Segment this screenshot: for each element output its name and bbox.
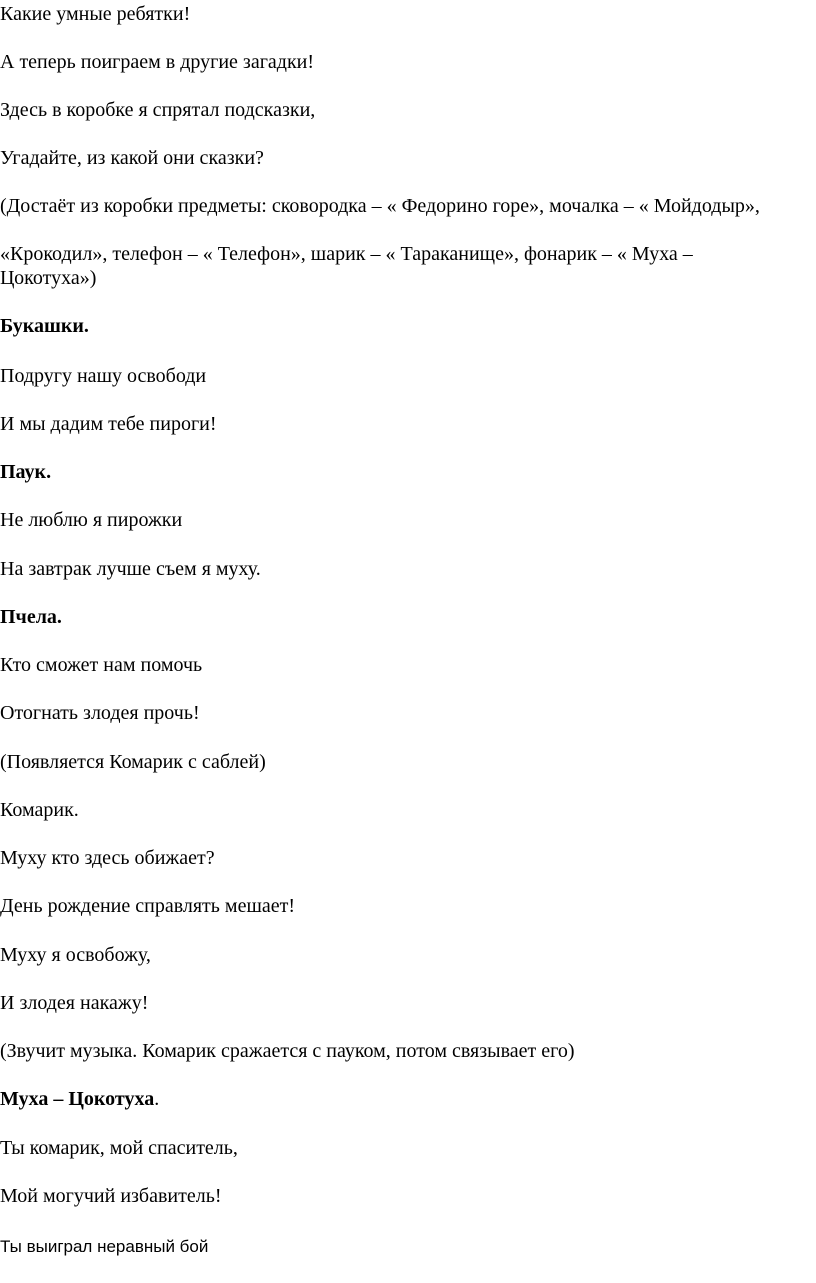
text-line: На завтрак лучше съем я муху. xyxy=(0,558,261,580)
text-line: (Появляется Комарик с саблей) xyxy=(0,751,266,773)
text-line: Мой могучий избавитель! xyxy=(0,1185,222,1207)
speaker-name: Муха – Цокотуха. xyxy=(0,1088,160,1110)
text-line: Муху кто здесь обижает? xyxy=(0,847,215,869)
speaker-name: Букашки. xyxy=(0,315,89,337)
text-line: Кто сможет нам помочь xyxy=(0,654,203,676)
speaker-name: Пчела. xyxy=(0,606,62,628)
text-line: Подругу нашу освободи xyxy=(0,365,207,387)
text-line: «Крокодил», телефон – « Телефон», шарик – « Тараканище», фонарик – « Муха – Цокотуха») xyxy=(0,243,693,289)
text-line: Отогнать злодея прочь! xyxy=(0,702,200,724)
text-line: Не люблю я пирожки xyxy=(0,509,183,531)
text-line: Какие умные ребятки! xyxy=(0,3,191,25)
speaker-name: Паук. xyxy=(0,461,52,483)
text-line: Ты комарик, мой спаситель, xyxy=(0,1137,238,1159)
text-line: А теперь поиграем в другие загадки! xyxy=(0,51,315,73)
text-line: (Достаёт из коробки предметы: сковородка – « Федорино горе», мочалка – « Мойдодыр», xyxy=(0,195,760,217)
text-line: Угадайте, из какой они сказки? xyxy=(0,147,264,169)
text-line: И злодея накажу! xyxy=(0,992,149,1014)
text-line: Муху я освобожу, xyxy=(0,944,151,966)
speaker-name: Комарик. xyxy=(0,799,79,821)
text-line: День рождение справлять мешает! xyxy=(0,895,296,917)
text-line: Ты выиграл неравный бой xyxy=(0,1237,209,1256)
text-line: Здесь в коробке я спрятал подсказки, xyxy=(0,99,316,121)
text-line: И мы дадим тебе пироги! xyxy=(0,413,217,435)
text-line: (Звучит музыка. Комарик сражается с пауком, потом связывает его) xyxy=(0,1040,575,1062)
